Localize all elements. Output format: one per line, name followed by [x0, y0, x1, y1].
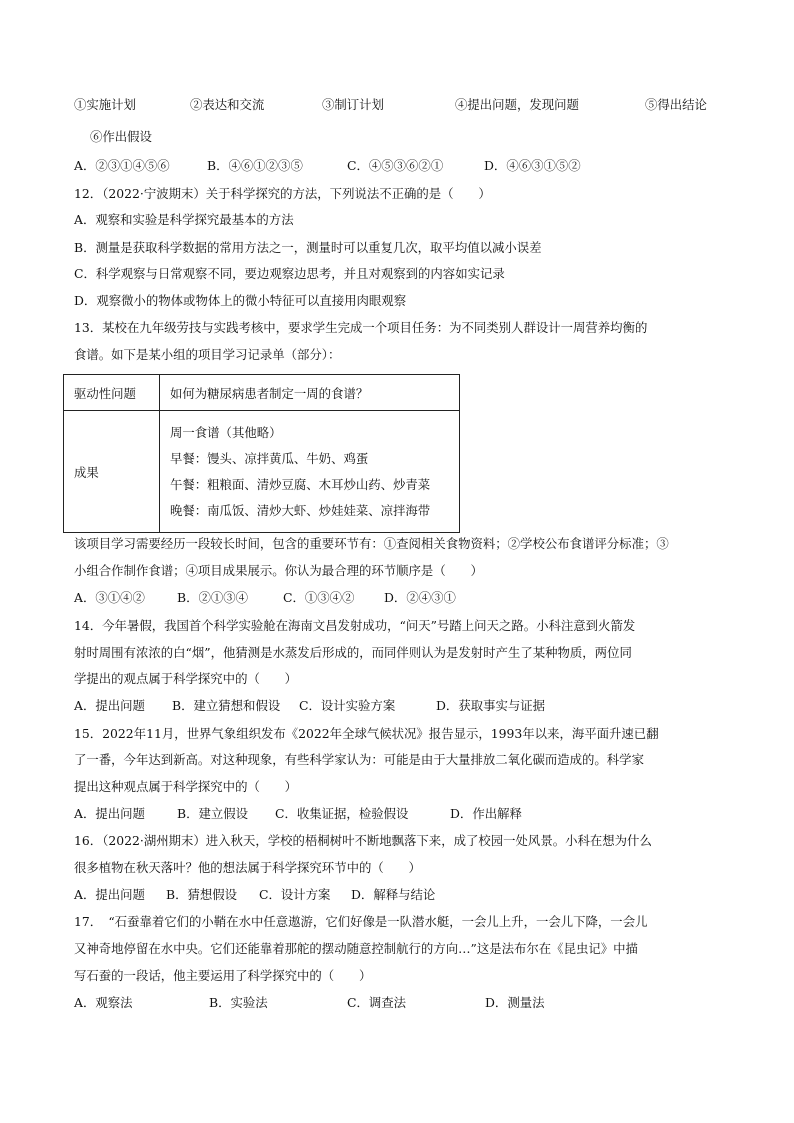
q15-stem-line-1: 15．2022年11月，世界气象组织发布《2022年全球气候状况》报告显示，1993年以来，海平面升速已翻: [74, 726, 659, 741]
q16-options: [74, 887, 435, 903]
q14-options: [74, 698, 545, 714]
q13-option-d: D．②④③①: [384, 590, 456, 605]
q17-option-c: C．调查法: [347, 995, 407, 1010]
menu-dinner: 晚餐：南瓜饭、清炒大虾、炒娃娃菜、凉拌海带: [170, 502, 431, 518]
q12-option-d: D．观察微小的物体或物体上的微小特征可以直接用肉眼观察: [74, 293, 407, 308]
q15-option-c: C．收集证据，检验假设: [275, 806, 409, 821]
q14-option-d: D．获取事实与证据: [436, 698, 546, 713]
q13-after-line-2: 小组合作制作食谱；④项目成果展示。你认为最合理的环节顺序是（ ）: [74, 563, 483, 578]
q13-option-b: B．②①③④: [177, 590, 249, 605]
q11-steps: [74, 97, 707, 113]
q11-option-a: A．②③①④⑤⑥: [74, 158, 170, 173]
q11-option-d: D．④⑥③①⑤②: [484, 158, 581, 173]
q13-stem-line-1: 13．某校在九年级劳技与实践考核中，要求学生完成一个项目任务：为不同类别人群设计一周营养均衡的: [74, 320, 648, 335]
q15-option-a: A．提出问题: [74, 806, 145, 821]
menu-breakfast: 早餐：馒头、凉拌黄瓜、牛奶、鸡蛋: [170, 450, 369, 466]
q11-step-3: ③制订计划: [322, 97, 384, 112]
q14-stem-line-2: 射时周围有浓浓的白“烟”，他猜测是水蒸发后形成的，而同伴则认为是发射时产生了某种物质，两位同: [74, 645, 632, 660]
q13-after-line-1: 该项目学习需要经历一段较长时间，包含的重要环节有：①查阅相关食物资料；②学校公布食谱评分标准；③: [74, 536, 669, 551]
q17-stem-line-3: 写石蚕的一段话，他主要运用了科学探究中的（ ）: [74, 968, 372, 983]
q17-options: [74, 995, 545, 1011]
table-row: [64, 411, 460, 533]
q14-stem-line-3: 学提出的观点属于科学探究中的（ ）: [74, 671, 298, 686]
q17-option-d: D．测量法: [485, 995, 545, 1010]
q15-options: [74, 806, 522, 822]
project-record-table: [63, 374, 460, 533]
q15-stem-line-2: 了一番，今年达到新高。对这种现象，有些科学家认为：可能是由于大量排放二氧化碳而造成的。科学家: [74, 752, 644, 767]
q17-option-a: A．观察法: [74, 995, 133, 1010]
q16-option-c: C．设计方案: [259, 887, 331, 902]
q14-option-b: B．建立猜想和假设: [172, 698, 281, 713]
q14-stem-line-1: 14．今年暑假，我国首个科学实验舱在海南文昌发射成功，“问天”号踏上问天之路。小科注意到火箭发: [74, 618, 636, 633]
q16-stem-line-2: 很多植物在秋天落叶？他的想法属于科学探究环节中的（ ）: [74, 860, 421, 875]
q13-option-c: C．①③④②: [283, 590, 355, 605]
q15-option-d: D．作出解释: [450, 806, 522, 821]
q16-option-d: D．解释与结论: [351, 887, 436, 902]
q13-stem-line-2: 食谱。如下是某小组的项目学习记录单（部分）：: [74, 347, 341, 362]
menu-lunch: 午餐：粗粮面、清炒豆腐、木耳炒山药、炒青菜: [170, 476, 431, 492]
q15-option-b: B．建立假设: [177, 806, 249, 821]
q14-option-a: A．提出问题: [74, 698, 145, 713]
q13-option-a: A．③①④②: [74, 590, 145, 605]
q11-step-1: ①实施计划: [74, 97, 136, 112]
q17-option-b: B．实验法: [209, 995, 268, 1010]
q11-step-5: ⑤得出结论: [645, 97, 707, 112]
q11-step-6: ⑥作出假设: [90, 129, 152, 144]
q12-stem: 12．（2022·宁波期末）关于科学探究的方法，下列说法不正确的是（ ）: [74, 186, 491, 201]
q11-options: [74, 158, 581, 174]
driving-question-value: 如何为糖尿病患者制定一周的食谱？: [160, 375, 460, 411]
q17-stem-line-1: 17． “石蚕靠着它们的小鞘在水中任意遨游，它们好像是一队潜水艇，一会儿上升，一会儿下降，一会儿: [74, 914, 648, 929]
q11-step-2: ②表达和交流: [190, 97, 265, 112]
q12-option-a: A．观察和实验是科学探究最基本的方法: [74, 212, 294, 227]
q16-stem-line-1: 16．（2022·湖州期末）进入秋天，学校的梧桐树叶不断地飘落下来，成了校园一处风景。小科在想为什么: [74, 833, 652, 848]
q14-option-c: C．设计实验方案: [299, 698, 396, 713]
q12-option-b: B．测量是获取科学数据的常用方法之一，测量时可以重复几次，取平均值以减小误差: [74, 240, 542, 255]
q13-options: [74, 590, 456, 606]
q11-option-b: B．④⑥①②③⑤: [207, 158, 303, 173]
table-row: [64, 375, 460, 411]
menu-title: 周一食谱（其他略）: [170, 424, 282, 440]
q17-stem-line-2: 又神奇地停留在水中央。它们还能靠着那舵的摆动随意控制航行的方向…”这是法布尔在《昆虫记》中描: [74, 941, 638, 956]
q16-option-b: B．猜想假设: [166, 887, 238, 902]
result-menu: [160, 411, 460, 533]
q15-stem-line-3: 提出这种观点属于科学探究中的（ ）: [74, 779, 298, 794]
result-label: 成果: [64, 411, 160, 533]
q16-option-a: A．提出问题: [74, 887, 145, 902]
q11-step-4: ④提出问题，发现问题: [455, 97, 579, 112]
q11-option-c: C．④⑤③⑥②①: [347, 158, 444, 173]
q12-option-c: C．科学观察与日常观察不同，要边观察边思考，并且对观察到的内容如实记录: [74, 266, 505, 281]
driving-question-label: 驱动性问题: [64, 375, 160, 411]
